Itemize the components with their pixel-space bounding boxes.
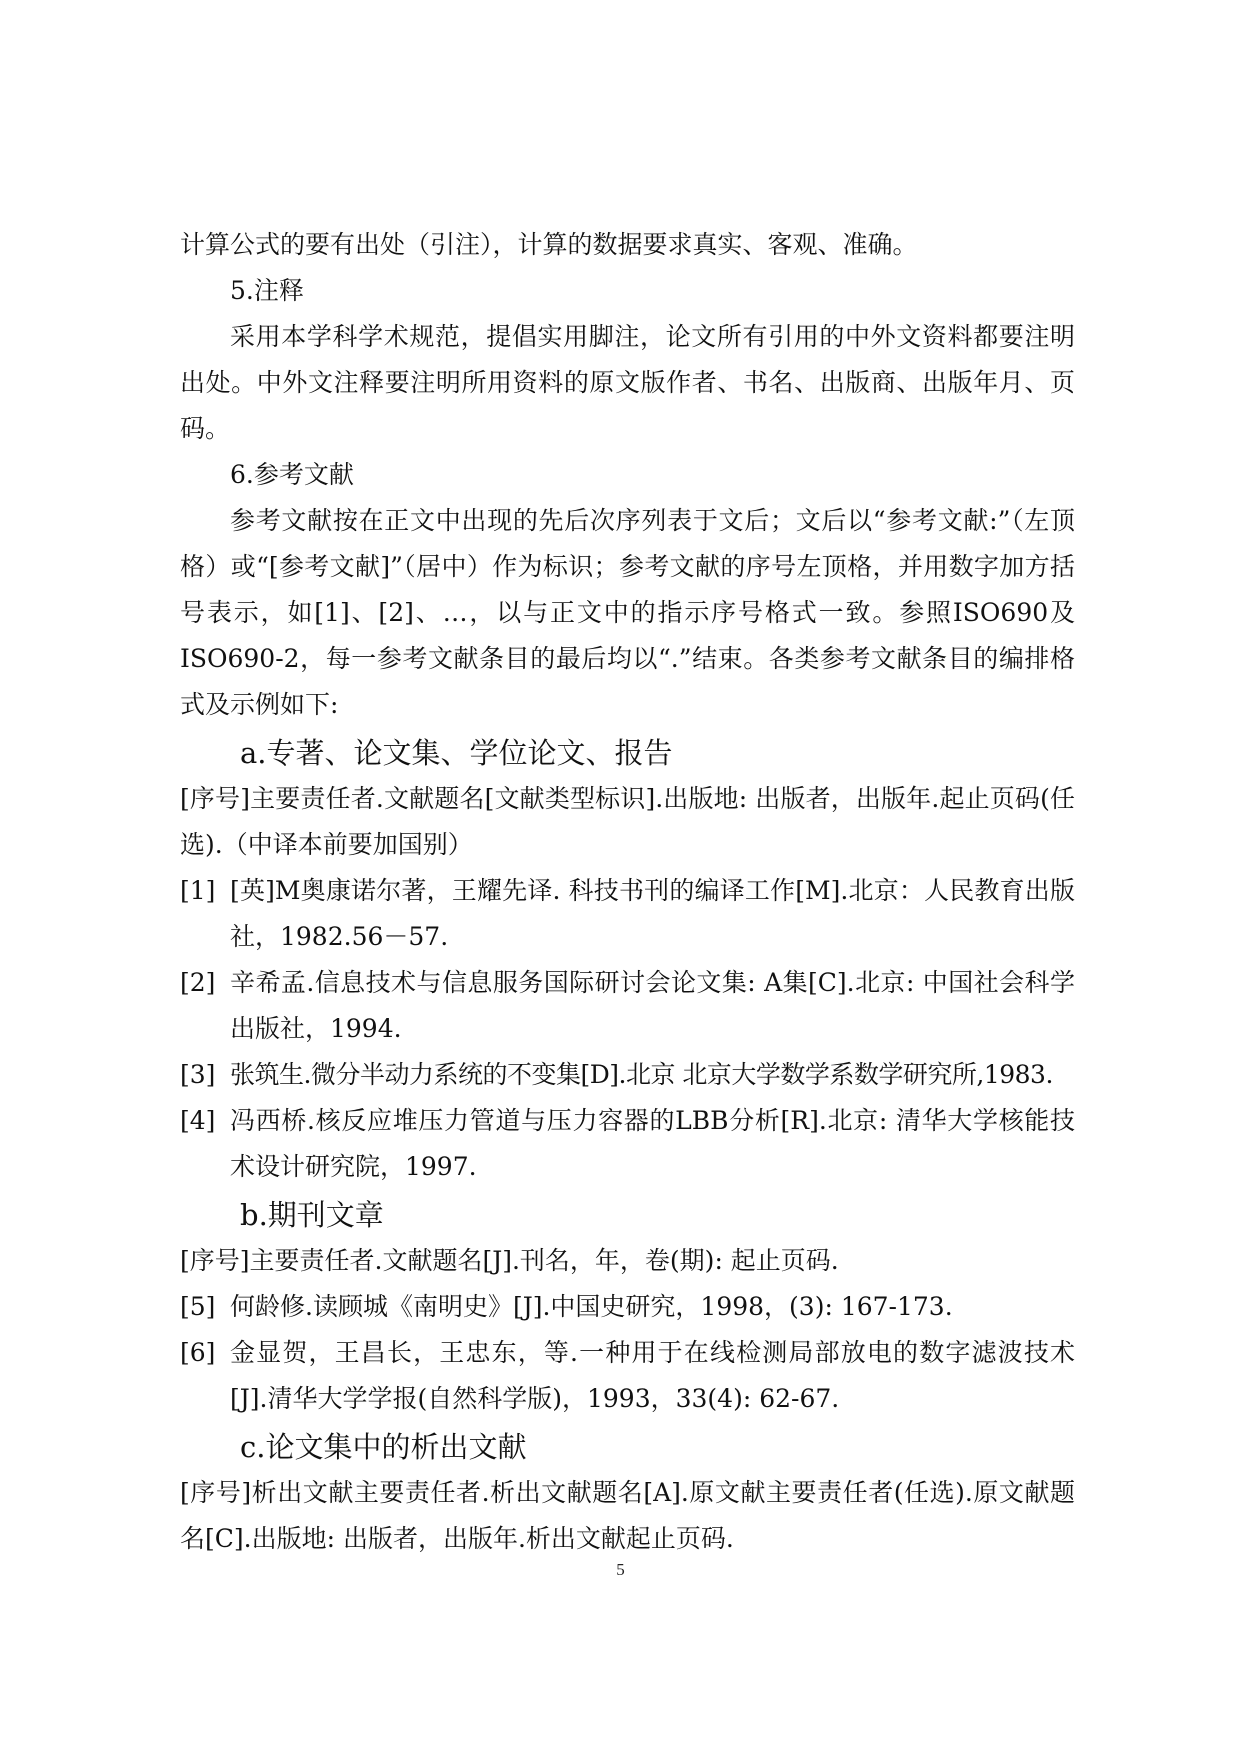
reference-entry (180, 1330, 1075, 1422)
document-body (180, 222, 1075, 1562)
text-line: 计算公式的要有出处（引注），计算的数据要求真实、客观、准确。 (180, 230, 918, 259)
reference-number: [1] (180, 876, 216, 905)
reference-text: 何龄修.读顾城《南明史》[J].中国史研究，1998，(3): 167-173. (230, 1292, 953, 1321)
reference-entry (180, 960, 1075, 1052)
section-heading-notes: 5.注释 (230, 276, 304, 305)
reference-entry (180, 1098, 1075, 1190)
page-number: 5 (616, 1560, 625, 1579)
reference-text: 张筑生.微分半动力系统的不变集[D].北京 北京大学数学系数学研究所,1983. (230, 1060, 1053, 1089)
section-heading-references: 6.参考文献 (230, 460, 354, 489)
reference-entry (180, 868, 1075, 960)
paragraph-notes: 采用本学科学术规范，提倡实用脚注，论文所有引用的中外文资料都要注明出处。中外文注释要注明所用资料的原文版作者、书名、出版商、出版年月、页码。 (180, 322, 1075, 443)
reference-text: 冯西桥.核反应堆压力管道与压力容器的LBB分析[R].北京: 清华大学核能技术设计研究院，1997. (230, 1106, 1075, 1181)
subheading-journal: b.期刊文章 (240, 1198, 384, 1232)
reference-number: [4] (180, 1106, 216, 1135)
reference-number: [5] (180, 1292, 216, 1321)
reference-entry (180, 1052, 1075, 1098)
reference-entry (180, 1284, 1075, 1330)
reference-text: 金显贺，王昌长，王忠东，等.一种用于在线检测局部放电的数字滤波技术[J].清华大学学报(自然科学版)，1993，33(4): 62-67. (230, 1338, 1075, 1413)
paragraph-references: 参考文献按在正文中出现的先后次序列表于文后；文后以“参考文献:”（左顶格）或“[参考文献]”（居中）作为标识；参考文献的序号左顶格，并用数字加方括号表示，如[1]、[2]、…，以与正文中的指示序号格式一致。参照ISO690及ISO690-2，每一参考文献条目的最后均以“.”结束。各类参考文献条目的编排格式及示例如下: (180, 506, 1075, 719)
format-analytic: [序号]析出文献主要责任者.析出文献题名[A].原文献主要责任者(任选).原文献题名[C].出版地: 出版者，出版年.析出文献起止页码. (180, 1478, 1075, 1553)
reference-number: [2] (180, 968, 216, 997)
reference-text: [英]M奥康诺尔著，王耀先译. 科技书刊的编译工作[M].北京：人民教育出版社，1982.56－57. (230, 876, 1075, 951)
format-monograph: [序号]主要责任者.文献题名[文献类型标识].出版地: 出版者，出版年.起止页码(任选).（中译本前要加国别） (180, 784, 1075, 859)
reference-number: [6] (180, 1338, 216, 1367)
subheading-monograph: a.专著、论文集、学位论文、报告 (240, 736, 673, 770)
reference-number: [3] (180, 1060, 216, 1089)
reference-text: 辛希孟.信息技术与信息服务国际研讨会论文集: A集[C].北京: 中国社会科学出版社，1994. (230, 968, 1075, 1043)
subheading-analytic: c.论文集中的析出文献 (240, 1430, 527, 1464)
format-journal: [序号]主要责任者.文献题名[J].刊名，年，卷(期): 起止页码. (180, 1246, 839, 1275)
